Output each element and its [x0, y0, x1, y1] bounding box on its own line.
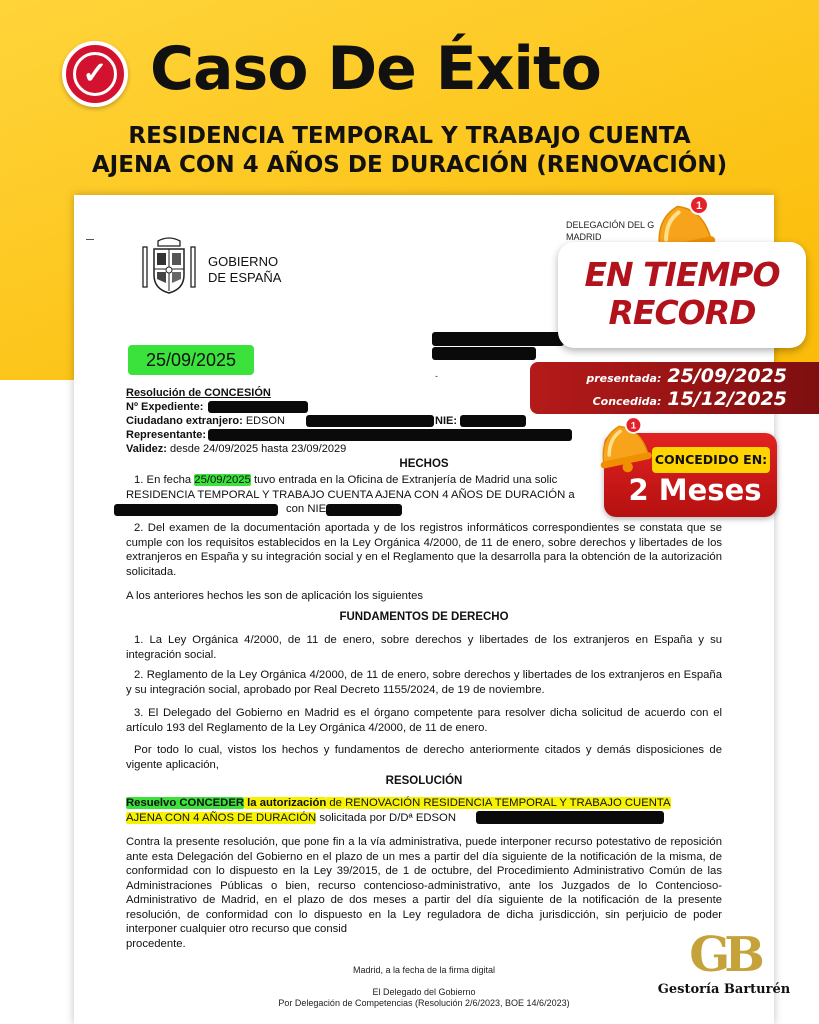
date-badge: 25/09/2025	[128, 345, 254, 375]
presentada-label: presentada:	[586, 372, 662, 385]
ciudadano-line: Ciudadano extranjero: EDSON	[126, 415, 285, 427]
redaction	[114, 504, 278, 516]
subtitle-line-2: AJENA CON 4 AÑOS DE DURACIÓN (RENOVACIÓN)	[91, 152, 728, 178]
fundamentos-heading: FUNDAMENTOS DE DERECHO	[339, 611, 509, 623]
nie-label: NIE:	[435, 415, 457, 427]
resolucion-heading: RESOLUCIÓN	[385, 775, 463, 787]
signature-place-date: Madrid, a la fecha de la firma digital	[352, 965, 496, 975]
redaction	[208, 429, 572, 441]
redaction	[208, 401, 308, 413]
hechos-apply: A los anteriores hechos les son de aplicación los siguientes	[126, 590, 424, 602]
logo-monogram: GB	[689, 927, 759, 983]
presentada-value: 25/09/2025	[667, 365, 787, 387]
hechos-heading: HECHOS	[399, 458, 449, 470]
logo-name: Gestoría Barturén	[657, 982, 791, 997]
margin-mark	[86, 239, 94, 240]
concedida-label: Concedida:	[592, 395, 662, 408]
redaction	[432, 347, 536, 360]
por-todo-paragraph: Por todo lo cual, vistos los hechos y fundamentos de derecho anteriormente citados y demás disposiciones de vigente aplicación,	[126, 744, 722, 771]
dates-ribbon	[530, 362, 819, 414]
bell-badge: 1	[630, 420, 637, 432]
signatory-title: El Delegado del Gobierno	[372, 987, 476, 997]
concedido-value: 2 Meses	[628, 473, 762, 507]
brand-logo	[644, 928, 804, 1008]
concedida-value: 15/12/2025	[667, 388, 787, 410]
subtitle-line-1: RESIDENCIA TEMPORAL Y TRABAJO CUENTA	[128, 123, 691, 149]
resuelvo-paragraph: Resuelvo CONCEDER la autorización de RENOVACIÓN RESIDENCIA TEMPORAL Y TRABAJO CUENTA AJENA CON 4 AÑOS DE DURACIÓN solicitada por D/Dª EDSON	[126, 797, 671, 824]
government-label: GOBIERNO DE ESPAÑA	[208, 254, 282, 285]
delegation-header: DELEGACIÓN DEL G MADRID	[566, 220, 655, 242]
bell-badge: 1	[695, 200, 703, 212]
expediente-line: Nº Expediente:	[126, 401, 204, 413]
checkmark-icon: ✓	[62, 41, 128, 107]
hechos-item-2: 2. Del examen de la documentación aportada y de los registros informáticos correspondientes se constata que se cumple con los requisitos establecidos en la Ley Orgánica 4/2000, de 11 de enero, sobre derechos y libertades de los extranjeros en España y su integración social y en el Reglamento que la desarrolla para la obtención de la autorización solicitada.	[126, 522, 722, 578]
redaction	[306, 415, 434, 427]
separator-mark: -	[435, 371, 438, 381]
redaction	[432, 332, 564, 346]
coat-of-arms-icon	[140, 235, 198, 297]
record-line-2: RECORD	[608, 293, 756, 332]
bell-icon	[590, 412, 656, 478]
concedido-label: CONCEDIDO EN:	[652, 447, 770, 473]
redaction	[326, 504, 402, 516]
fundamento-1: 1. La Ley Orgánica 4/2000, de 11 de enero, sobre derechos y libertades de los extranjeros en España y su integración social.	[126, 634, 722, 661]
fundamento-2: 2. Reglamento de la Ley Orgánica 4/2000, de 11 de enero, sobre derechos y libertades de los extranjeros en España y su integración social, aprobado por Real Decreto 1155/2024, de 19 de noviembre.	[126, 669, 722, 696]
hechos-item-1: 1. En fecha 25/09/2025 tuvo entrada en la Oficina de Extranjería de Madrid una solic RESIDENCIA TEMPORAL Y TRABAJO CUENTA AJENA CON 4 AÑOS DE DURACIÓN a con NIE	[126, 474, 575, 515]
redaction	[476, 811, 664, 824]
recurso-paragraph: Contra la presente resolución, que pone fin a la vía administrativa, puede interponer recurso potestativo de reposición ante esta Delegación del Gobierno en el plazo de un mes a partir del día siguiente de la notificación de la misma, de conformidad con lo dispuesto en la Ley 39/2015, de 1 de octubre, del Procedimiento Administrativo Común de las Administraciones Públicas o bien, recurso contencioso-administrativo, ante los Juzgados de lo Contencioso-Administrativo de Madrid, en el plazo de dos meses a partir del día siguiente de la notificación de la presente resolución, de conformidad con lo dispuesto en la Ley reguladora de dicha jurisdicción, sin perjuicio de poder interponer cualquier otro recurso que consid procedente.	[126, 836, 722, 950]
validez-line: Validez: desde 24/09/2025 hasta 23/09/2029	[126, 443, 347, 455]
delegation-note: Por Delegación de Competencias (Resolución 2/6/2023, BOE 14/6/2023)	[278, 998, 570, 1008]
record-line-1: EN TIEMPO	[584, 255, 780, 294]
fundamento-3: 3. El Delegado del Gobierno en Madrid es el órgano competente para resolver dicha solicitud de acuerdo con el artículo 193 del Reglamento de la Ley Orgánica 4/2000, de 11 de enero.	[126, 707, 722, 734]
representante-line: Representante:	[126, 429, 207, 441]
redaction	[460, 415, 526, 427]
page-title: Caso De Éxito	[150, 34, 601, 104]
resolution-title: Resolución de CONCESIÓN	[126, 387, 271, 399]
record-time-card	[558, 242, 806, 348]
